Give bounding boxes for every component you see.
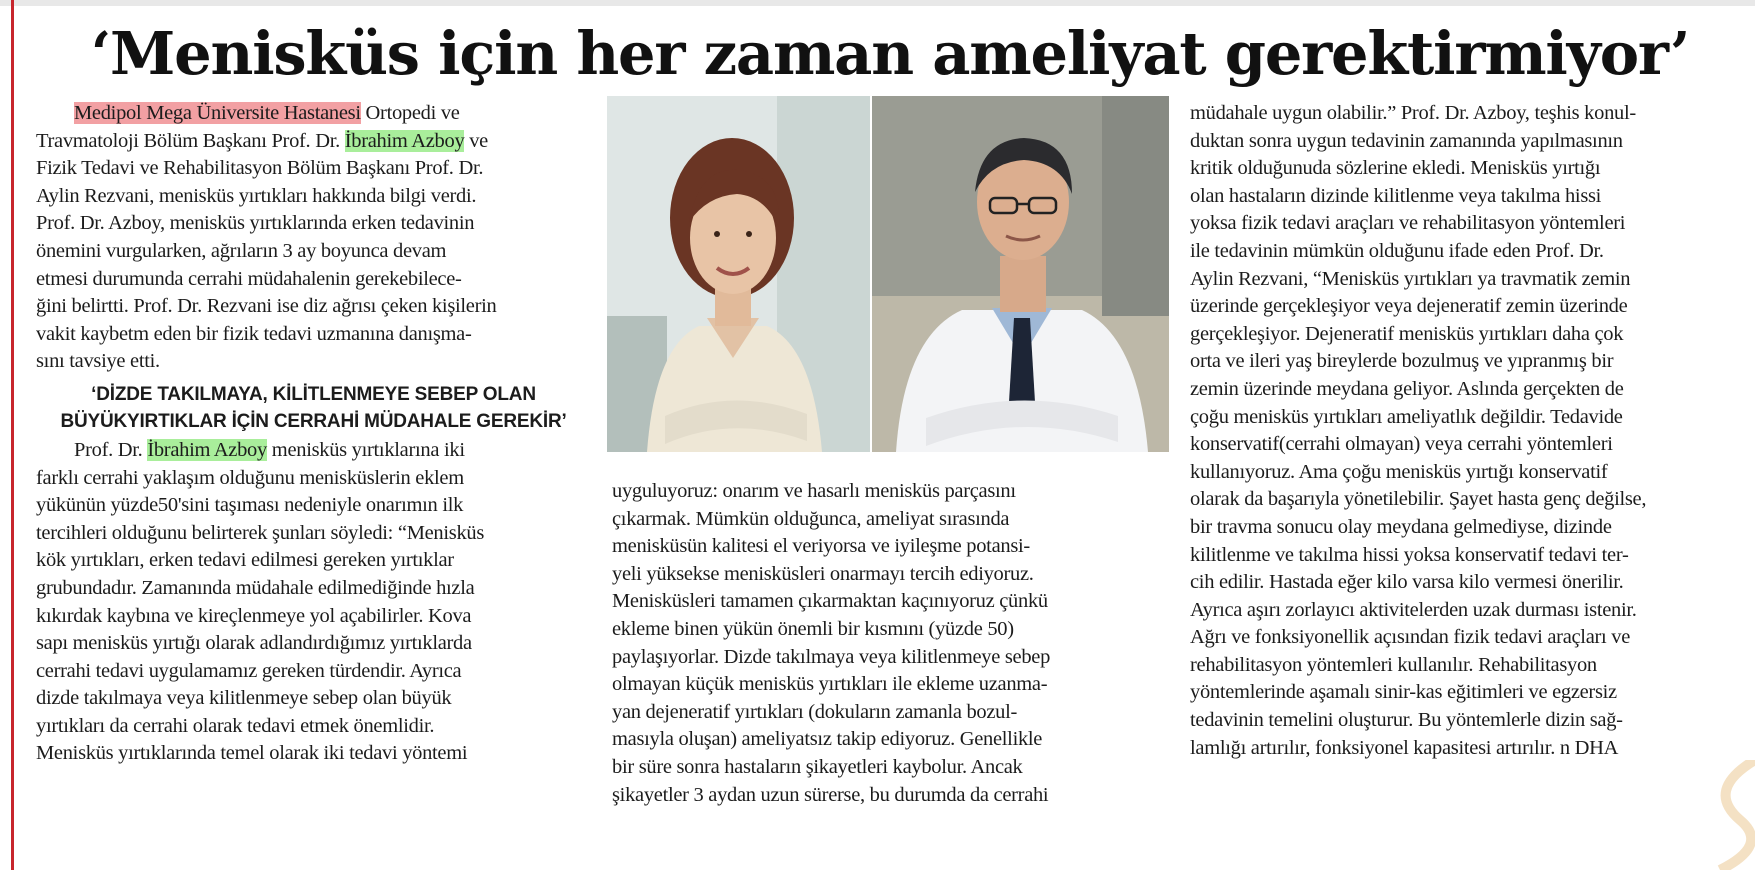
text-line — [36, 492, 591, 520]
text-run: ğini belirtti. Prof. Dr. Rezvani ise diz ağrısı çeken kişilerin — [36, 295, 497, 318]
text-line — [36, 465, 591, 493]
text-line: cih edilir. Hastada eğer kilo varsa kilo vermesi önerilir. — [1190, 571, 1624, 594]
text-line: Menisküsleri tamamen çıkarmaktan kaçınıyoruz çünkü — [612, 590, 1048, 613]
text-line — [36, 266, 591, 294]
text-line: yan dejeneratif yırtıkları (dokuların zamanla bozul- — [612, 700, 1018, 723]
text-run: grubundadır. Zamanında müdahale edilmediğinde hızla — [36, 576, 475, 599]
photo-aylin-rezvani — [607, 96, 870, 452]
text-line: paylaşıyorlar. Dizde takılmaya veya kilitlenmeye sebep — [612, 645, 1051, 668]
text-run: dizde takılmaya veya kilitlenmeye sebep olan büyük — [36, 687, 452, 710]
text-line: kilitlenme ve takılma hissi yoksa konservatif tedavi ter- — [1190, 543, 1629, 566]
subheadline — [36, 381, 591, 435]
column-3 — [1190, 100, 1740, 762]
text-line — [36, 293, 591, 321]
text-line: menisküsün kalitesi el veriyorsa ve iyileşme potansi- — [612, 535, 1030, 558]
text-line: zemin üzerinde meydana geliyor. Aslında gerçekten de — [1190, 377, 1624, 400]
text-line: olarak da başarıyla yönetilebilir. Şayet hasta genç değilse, — [1190, 488, 1647, 511]
text-run: menisküs yırtıklarına iki — [266, 438, 465, 461]
text-run: farklı cerrahi yaklaşım olduğunu menisküslerin eklem — [36, 466, 464, 489]
text-line: Ayrıca aşırı zorlayıcı aktivitelerden uzak durması istenir. — [1190, 598, 1637, 621]
photo-panel — [607, 96, 1169, 452]
text-line: ile tedavinin mümkün olduğunu ifade eden Prof. Dr. — [1190, 239, 1604, 262]
text-run: yükünün yüzde50'sini taşıması nedeniyle onarımın ilk — [36, 494, 464, 517]
text-line: konservatif(cerrahi olmayan) veya cerrahi yöntemleri — [1190, 433, 1613, 456]
photo-ibrahim-azboy — [872, 96, 1169, 452]
subheadline-line: BÜYÜKYIRTIKLAR İÇİN CERRAHİ MÜDAHALE GEREKİR’ — [60, 410, 567, 432]
margin-rule — [11, 0, 14, 870]
text-run: etmesi durumunda cerrahi müdahalenin gerekebilece- — [36, 267, 462, 290]
text-line: üzerinde gerçekleşiyor veya dejeneratif zemin üzerinde — [1190, 295, 1628, 318]
text-run: Prof. Dr. — [74, 438, 148, 461]
text-line: Ağrı ve fonksiyonellik açısından fizik tedavi araçları ve — [1190, 626, 1630, 649]
text-run: Travmatoloji Bölüm Başkanı Prof. Dr. — [36, 129, 345, 152]
text-run: sını tavsiye etti. — [36, 350, 160, 373]
text-line: bir travma sonucu olay meydana gelmediyse, dizinde — [1190, 515, 1612, 538]
text-line — [36, 630, 591, 658]
text-line — [36, 321, 591, 349]
text-line — [36, 603, 591, 631]
text-line: lamlığı artırılır, fonksiyonel kapasitesi artırılır. n DHA — [1190, 736, 1619, 759]
column-2 — [612, 478, 1152, 809]
text-line: çoğu menisküs yırtıkları ameliyatlık değildir. Tedavide — [1190, 405, 1623, 428]
text-line: olan hastaların dizinde kilitlenme veya takılma hissi — [1190, 184, 1602, 207]
text-line: gerçekleşiyor. Dejeneratif menisküs yırtıkları daha çok — [1190, 322, 1624, 345]
text-run: ve — [464, 129, 488, 152]
text-line: duktan sonra uygun tedavinin zamanında yapılmasının — [1190, 129, 1623, 152]
man-portrait-illustration — [872, 96, 1169, 452]
text-line — [36, 348, 591, 376]
text-run: Aylin Rezvani, menisküs yırtıkları hakkında bilgi verdi. — [36, 184, 477, 207]
text-line: uyguluyoruz: onarım ve hasarlı menisküs parçasını — [612, 480, 1016, 502]
text-run: kıkırdak kaybına ve kireçlenmeye yol açabilirler. Kova — [36, 604, 472, 627]
text-line — [36, 547, 591, 575]
text-run: Menisküs yırtıklarında temel olarak iki tedavi yöntemi — [36, 742, 468, 765]
highlighted-person-name: İbrahim Azboy — [344, 129, 465, 152]
text-run: kök yırtıkları, erken tedavi edilmesi gereken yırtıklar — [36, 549, 454, 572]
text-line: tedavinin temelini oluşturur. Bu yöntemlerle dizin sağ- — [1190, 709, 1623, 732]
text-line: kullanıyoruz. Ama çoğu menisküs yırtığı konservatif — [1190, 460, 1608, 483]
text-line: yoksa fizik tedavi araçları ve rehabilitasyon yöntemleri — [1190, 212, 1626, 235]
text-run: Fizik Tedavi ve Rehabilitasyon Bölüm Başkanı Prof. Dr. — [36, 157, 484, 180]
text-run: sapı menisküs yırtığı olarak adlandırdığımız yırtıklarda — [36, 632, 472, 655]
text-run: tercihleri olduğunu belirterek şunları söyledi: “Menisküs — [36, 521, 485, 544]
highlighted-hospital-name: Medipol Mega Üniversite Hastanesi — [74, 102, 361, 124]
text-run: önemini vurgularken, ağrıların 3 ay boyunca devam — [36, 239, 447, 262]
text-run: yırtıkları da cerrahi olarak tedavi etmek önemlidir. — [36, 714, 435, 737]
text-run: Ortopedi ve — [360, 102, 460, 124]
text-line: ekleme binen yükün önemli bir kısmını (yüzde 50) — [612, 617, 1014, 640]
text-line — [36, 520, 591, 548]
headline: ‘Menisküs için her zaman ameliyat gerektirmiyor’ — [90, 19, 1690, 88]
text-line — [36, 100, 591, 128]
text-run: cerrahi tedavi uygulamamız gereken türdendir. Ayrıca — [36, 659, 462, 682]
text-line: yöntemlerinde aşamalı sinir-kas eğitimleri ve egzersiz — [1190, 681, 1617, 704]
text-line: olmayan küçük menisküs yırtıkları ile ekleme uzanma- — [612, 673, 1048, 696]
text-line — [36, 238, 591, 266]
body-paragraph — [36, 437, 591, 768]
text-line: şikayetler 3 aydan uzun sürerse, bu durumda da cerrahi — [612, 783, 1049, 806]
text-line: müdahale uygun olabilir.” Prof. Dr. Azboy, teşhis konul- — [1190, 102, 1636, 124]
text-line — [36, 740, 591, 768]
text-line — [36, 575, 591, 603]
text-line — [36, 155, 591, 183]
text-line — [36, 437, 591, 465]
text-line: masıyla oluşan) ameliyatsız takip ediyoruz. Genellikle — [612, 728, 1043, 751]
text-line: rehabilitasyon yöntemleri kullanılır. Rehabilitasyon — [1190, 653, 1597, 676]
text-line — [36, 658, 591, 686]
text-line: çıkarmak. Mümkün olduğunca, ameliyat sırasında — [612, 507, 1010, 530]
text-line: kritik olduğunuda sözlerine ekledi. Menisküs yırtığı — [1190, 157, 1601, 180]
text-line: Aylin Rezvani, “Menisküs yırtıkları ya travmatik zemin — [1190, 267, 1631, 290]
text-run: Prof. Dr. Azboy, menisküs yırtıklarında erken tedavinin — [36, 212, 475, 235]
text-line — [36, 713, 591, 741]
column-1 — [36, 100, 591, 768]
highlighted-person-name: İbrahim Azboy — [147, 438, 267, 461]
text-line — [36, 685, 591, 713]
text-line — [36, 183, 591, 211]
text-run: vakit kaybetm eden bir fizik tedavi uzmanına danışma- — [36, 322, 472, 345]
page-swirl-decoration — [1700, 760, 1755, 870]
subheadline-line: ‘DİZDE TAKILMAYA, KİLİTLENMEYE SEBEP OLAN — [91, 383, 536, 405]
text-line — [36, 128, 591, 156]
text-line: orta ve ileri yaş bireylerde bozulmuş ve yıpranmış bir — [1190, 350, 1614, 373]
text-line: bir süre sonra hastaların şikayetleri kaybolur. Ancak — [612, 755, 1023, 778]
intro-paragraph — [36, 100, 591, 376]
text-line: yeli yüksekse menisküsleri onarmayı tercih ediyoruz. — [612, 562, 1034, 585]
woman-portrait-illustration — [607, 96, 870, 452]
text-line — [36, 210, 591, 238]
